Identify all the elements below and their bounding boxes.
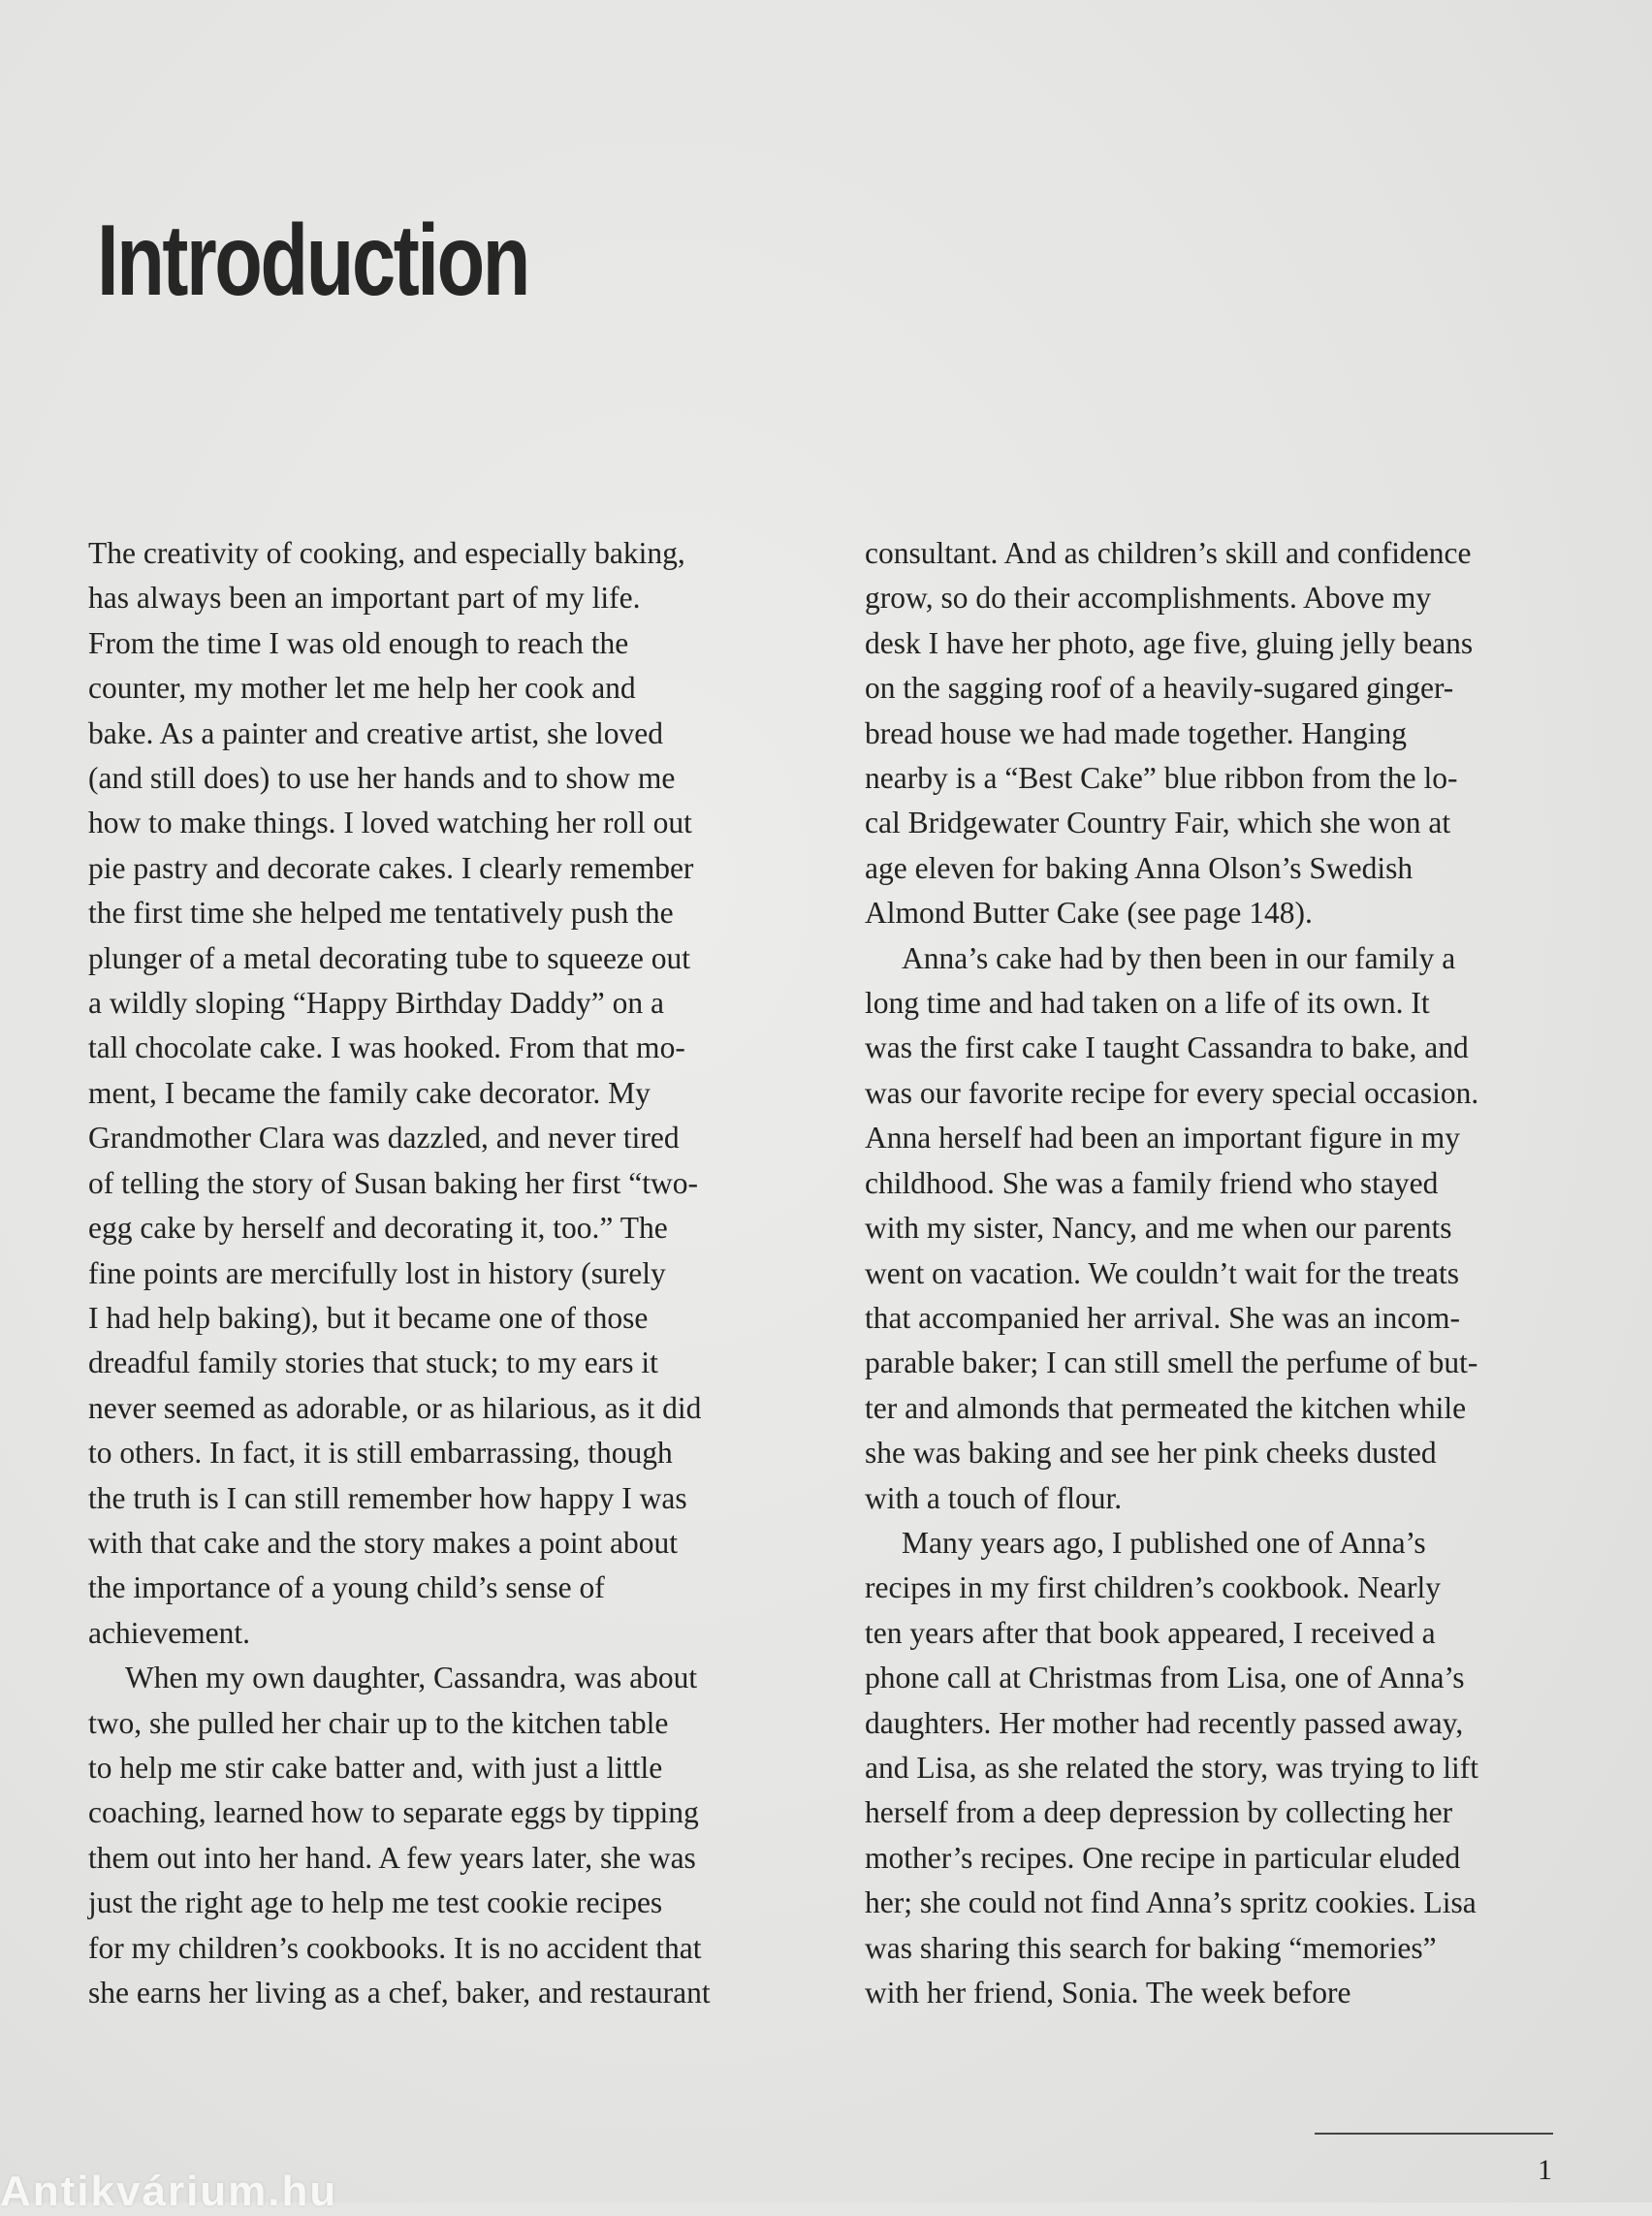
paragraph: The creativity of cooking, and especially baking, has always been an important part of my life. From the time I was old enough to reach the counter, my mother let me help her cook and bake. As a painter and creative artist, she loved (and still does) to use her hands and to show me how to make things. I loved watching her roll out pie pastry and decorate cakes. I clearly remember the first time she helped me tentatively push the plunger of a metal decorating tube to squeeze out a wildly sloping “Happy Birthday Daddy” on a tall chocolate cake. I was hooked. From that mo- ment, I became the family cake decorator. My Grandmother Clara was dazzled, and never tired of telling the story of Susan baking her first “two- egg cake by herself and decorating it, too.” The fine points are mercifully lost in history (surely I had help baking), but it became one of those dreadful family stories that stuck; to my ears it never seemed as adorable, or as hilarious, as it did to others. In fact, it is still embarrassing, though the truth is I can still remember how happy I was with that cake and the story makes a point about the importance of a young child’s sense of achievement. (88, 536, 702, 1650)
page-number: 1 (1538, 2154, 1552, 2186)
paragraph: Anna’s cake had by then been in our family a long time and had taken on a life of its own. It was the first cake I taught Cassandra to bake, and was our favorite recipe for every special occasion. Anna herself had been an important figure in my childhood. She was a family friend who stayed with my sister, Nancy, and me when our parents went on vacation. We couldn’t wait for the treats that accompanied her arrival. She was an incom- parable baker; I can still smell the perfume of but- ter and almonds that permeated the kitchen while she was baking and see her pink cheeks dusted with a touch of flour. (865, 940, 1479, 1515)
left-column (88, 531, 786, 2015)
paragraph: When my own daughter, Cassandra, was about two, she pulled her chair up to the kitchen table to help me stir cake batter and, with just a little coaching, learned how to separate eggs by tipping them out into her hand. A few years later, she was just the right age to help me test cookie recipes for my children’s cookbooks. It is no accident that she earns her living as a chef, baker, and restaurant (88, 1661, 711, 2010)
paragraph: Many years ago, I published one of Anna’s recipes in my first children’s cookbook. Nearly ten years after that book appeared, I received a phone call at Christmas from Lisa, one of Anna’s daughters. Her mother had recently passed away, and Lisa, as she related the story, was trying to lift herself from a deep depression by collecting her mother’s recipes. One recipe in particular eluded her; she could not find Anna’s spritz cookies. Lisa was sharing this search for baking “memories” with her friend, Sonia. The week before (865, 1525, 1479, 2010)
watermark: Antikvárium.hu (0, 2168, 338, 2215)
page-title: Introduction (97, 205, 529, 317)
paragraph: consultant. And as children’s skill and confidence grow, so do their accomplishments. Above my desk I have her photo, age five, gluing jelly beans on the sagging roof of a heavily-sugared ginger- bread house we had made together. Hanging nearby is a “Best Cake” blue ribbon from the lo- cal Bridgewater Country Fair, which she won at age eleven for baking Anna Olson’s Swedish Almond Butter Cake (see page 148). (865, 536, 1474, 931)
right-column (865, 531, 1563, 2015)
footer-rule (1315, 2133, 1553, 2135)
